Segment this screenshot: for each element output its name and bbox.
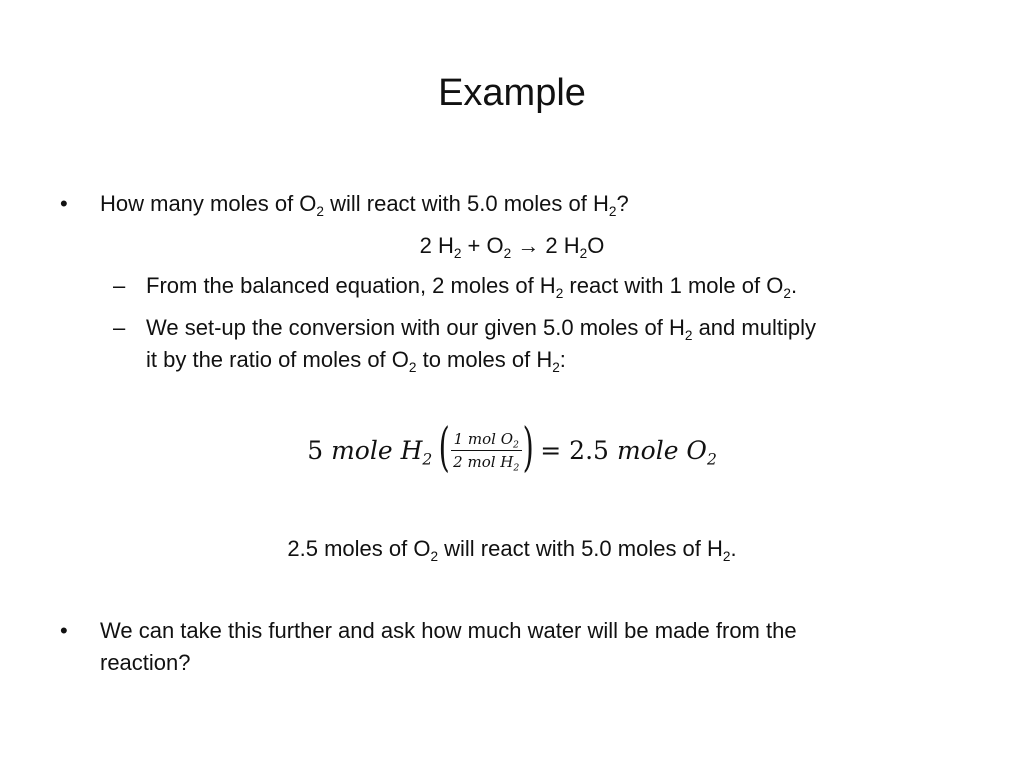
formula-coefficient: 5 [307, 435, 324, 465]
conversion-formula [0, 418, 1024, 478]
equals-sign: = [540, 435, 562, 465]
bullet-question: How many moles of $O_2$ will react with 5.0 moles of $H_2$? [100, 191, 629, 219]
bullet-followup-line1: We can take this further and ask how much water will be made from the [100, 618, 797, 643]
result-statement: 2.5 moles of $O_2$ will react with 5.0 moles of $H_2$. [287, 536, 737, 564]
left-paren: ( [438, 418, 450, 478]
dash-marker: – [113, 315, 126, 340]
mole-ratio-fraction [451, 430, 522, 471]
bullet-followup-line2: reaction? [100, 650, 191, 675]
fraction-numerator: 1 mol $O_2$ [451, 430, 522, 451]
balanced-equation: 2 $H_2 + O_2 \to 2$ $H_2O$ [419, 233, 605, 261]
slide-title: Example [438, 72, 586, 114]
bullet-marker: • [60, 618, 68, 643]
bullet-marker: • [60, 191, 68, 216]
sub-bullet-conversion-line2: it by the ratio of moles of $O_2$ to moles of $H_2$: [146, 347, 566, 375]
formula-unit-end: mole $O_2$ [616, 435, 717, 468]
formula-unit-start: mole $H_2$ [331, 435, 433, 468]
dash-marker: – [113, 273, 126, 298]
fraction-denominator: 2 mol $H_2$ [453, 452, 520, 473]
sub-bullet-ratio: From the balanced equation, 2 moles of $H_2$ react with 1 mole of $O_2$. [146, 273, 798, 301]
right-paren: ) [522, 418, 534, 478]
sub-bullet-conversion-line1: We set-up the conversion with our given 5.0 moles of $H_2$ and multiply [146, 315, 816, 343]
formula-result: 2.5 [569, 435, 609, 465]
